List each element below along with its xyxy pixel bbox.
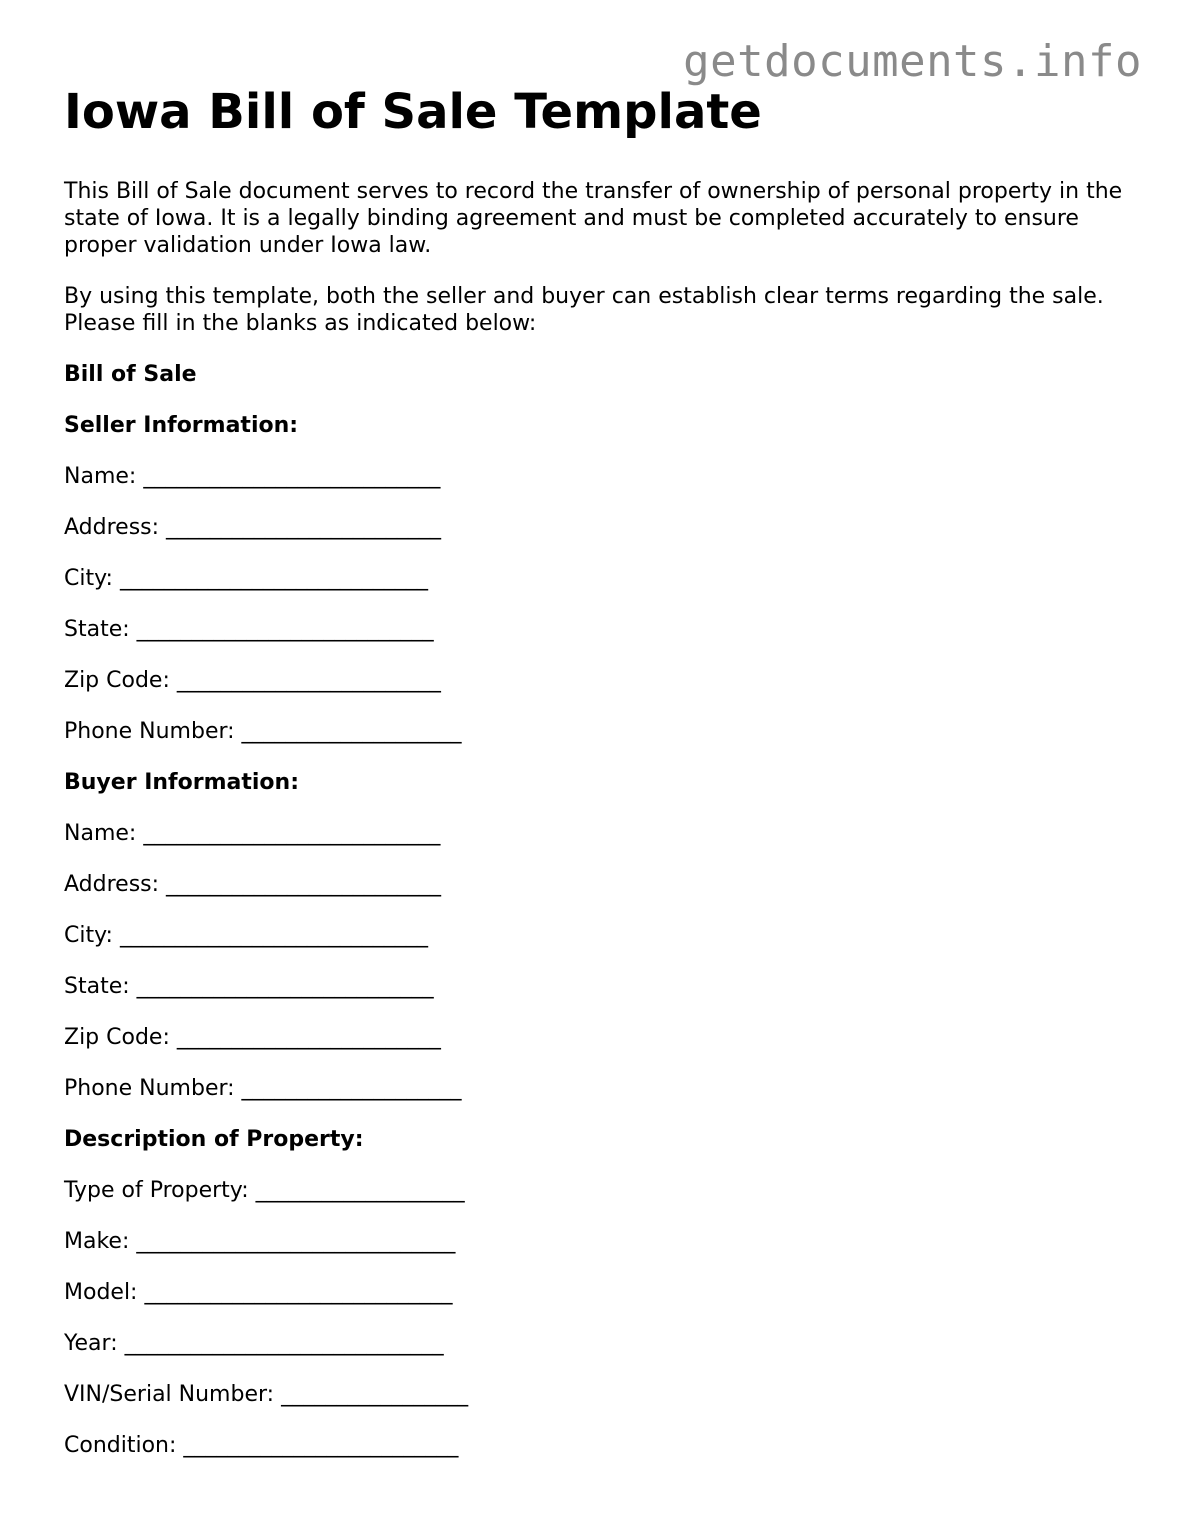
property-type-field bbox=[64, 1177, 1124, 1204]
intro-paragraph: This Bill of Sale document serves to record the transfer of ownership of personal property in the state of Iowa. It is a legally binding agreement and must be completed accurately to ensure proper validation under Iowa law. bbox=[64, 179, 1123, 258]
property-make-field bbox=[64, 1228, 1124, 1255]
instructions-paragraph: By using this template, both the seller and buyer can establish clear terms regarding the sale. Please fill in the blanks as indicated below: bbox=[64, 284, 1104, 336]
field-label: Address: bbox=[64, 515, 160, 540]
property-year-field bbox=[64, 1330, 1124, 1357]
field-label: Type of Property: bbox=[64, 1178, 249, 1203]
watermark: getdocuments.info bbox=[683, 36, 1142, 87]
property-model-field bbox=[64, 1279, 1124, 1306]
field-label: Phone Number: bbox=[64, 1076, 235, 1101]
buyer-phone-field bbox=[64, 1075, 1124, 1102]
field-label: State: bbox=[64, 617, 130, 642]
buyer-name-field bbox=[64, 820, 1124, 847]
field-label: Zip Code: bbox=[64, 668, 170, 693]
seller-section-heading: Seller Information: bbox=[64, 413, 299, 438]
field-label: Name: bbox=[64, 821, 137, 846]
buyer-state-field bbox=[64, 973, 1124, 1000]
seller-phone-field bbox=[64, 718, 1124, 745]
field-label: State: bbox=[64, 974, 130, 999]
fill-blank: ____________________ bbox=[241, 1076, 462, 1101]
seller-address-field bbox=[64, 514, 1124, 541]
property-section-heading: Description of Property: bbox=[64, 1127, 364, 1152]
fill-blank: ____________________________ bbox=[119, 566, 428, 591]
fill-blank: ___________________________ bbox=[136, 974, 434, 999]
seller-state-field bbox=[64, 616, 1124, 643]
fill-blank: ____________________________ bbox=[144, 1280, 453, 1305]
page-title: Iowa Bill of Sale Template bbox=[64, 84, 762, 140]
seller-zip-field bbox=[64, 667, 1124, 694]
fill-blank: ___________________________ bbox=[136, 617, 434, 642]
field-label: VIN/Serial Number: bbox=[64, 1382, 275, 1407]
fill-blank: _____________________________ bbox=[136, 1229, 456, 1254]
document-page bbox=[64, 84, 1124, 1483]
field-label: City: bbox=[64, 566, 113, 591]
fill-blank: _________________________ bbox=[166, 515, 442, 540]
fill-blank: _________________ bbox=[281, 1382, 469, 1407]
buyer-zip-field bbox=[64, 1024, 1124, 1051]
buyer-section-heading: Buyer Information: bbox=[64, 770, 299, 795]
fill-blank: ___________________________ bbox=[143, 821, 441, 846]
seller-city-field bbox=[64, 565, 1124, 592]
field-label: Phone Number: bbox=[64, 719, 235, 744]
field-label: Name: bbox=[64, 464, 137, 489]
fill-blank: ________________________ bbox=[176, 1025, 441, 1050]
field-label: City: bbox=[64, 923, 113, 948]
fill-blank: ___________________________ bbox=[143, 464, 441, 489]
property-condition-field bbox=[64, 1432, 1124, 1459]
fill-blank: _________________________ bbox=[166, 872, 442, 897]
buyer-address-field bbox=[64, 871, 1124, 898]
bill-of-sale-heading: Bill of Sale bbox=[64, 362, 197, 387]
seller-name-field bbox=[64, 463, 1124, 490]
fill-blank: ________________________ bbox=[176, 668, 441, 693]
field-label: Year: bbox=[64, 1331, 118, 1356]
fill-blank: _________________________ bbox=[183, 1433, 459, 1458]
property-vin-field bbox=[64, 1381, 1124, 1408]
field-label: Zip Code: bbox=[64, 1025, 170, 1050]
field-label: Model: bbox=[64, 1280, 138, 1305]
fill-blank: ____________________ bbox=[241, 719, 462, 744]
field-label: Condition: bbox=[64, 1433, 177, 1458]
field-label: Address: bbox=[64, 872, 160, 897]
fill-blank: _____________________________ bbox=[124, 1331, 444, 1356]
fill-blank: ____________________________ bbox=[119, 923, 428, 948]
buyer-city-field bbox=[64, 922, 1124, 949]
fill-blank: ___________________ bbox=[255, 1178, 465, 1203]
field-label: Make: bbox=[64, 1229, 130, 1254]
